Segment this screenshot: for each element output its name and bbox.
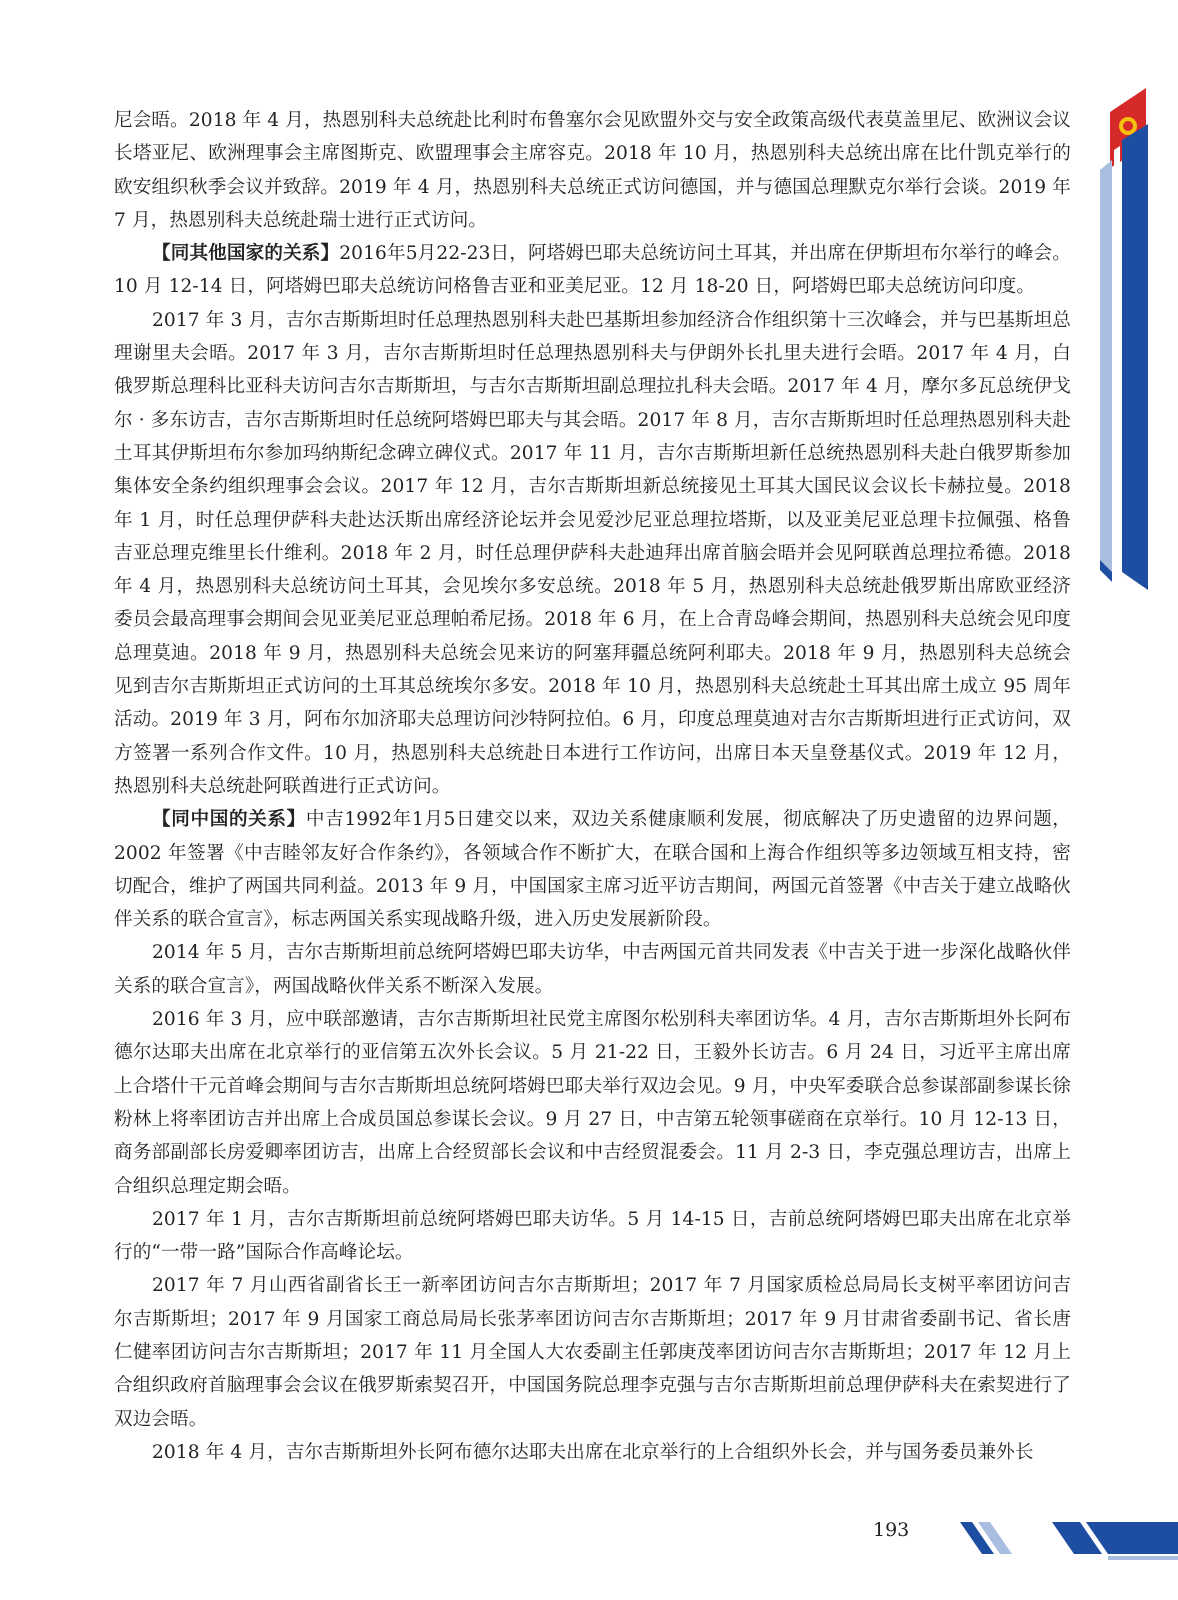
section-heading-china: 【同中国的关系】 (152, 809, 306, 831)
section-heading-other-countries: 【同其他国家的关系】 (152, 243, 340, 265)
paragraph-6: 2016 年 3 月，应中联部邀请，吉尔吉斯斯坦社民党主席图尔松别科夫率团访华。4 月，吉尔吉斯斯坦外长阿布德尔达耶夫出席在北京举行的亚信第五次外长会议。5 月 21-22 日，王毅外长访吉。6 月 24 日，习近平主席出席上合塔什干元首峰会期间与吉尔吉斯斯坦总统阿塔姆巴耶夫举行双边会见。9 月，中央军委联合总参谋部副参谋长徐粉林上将率团访吉并出席上合成员国总参谋长会议。9 月 27 日，中吉第五轮领事磋商在京举行。10 月 12-13 日，商务部副部长房爱卿率团访吉，出席上合经贸部长会议和中吉经贸混委会。11 月 2-3 日，李克强总理访吉，出席上合组织总理定期会晤。 (114, 1009, 1071, 1197)
footer-decoration (960, 1522, 1178, 1600)
paragraph-3: 2017 年 3 月，吉尔吉斯斯坦时任总理热恩别科夫赴巴基斯坦参加经济合作组织第十三次峰会，并与巴基斯坦总理谢里夫会晤。2017 年 3 月，吉尔吉斯斯坦时任总理热恩别科夫与伊朗外长扎里夫进行会晤。2017 年 4 月，白俄罗斯总理科比亚科夫访问吉尔吉斯斯坦，与吉尔吉斯斯坦副总理拉扎科夫会晤。2017 年 4 月，摩尔多瓦总统伊戈尔 · 多东访吉，吉尔吉斯斯坦时任总统阿塔姆巴耶夫与其会晤。2017 年 8 月，吉尔吉斯斯坦时任总理热恩别科夫赴土耳其伊斯坦布尔参加玛纳斯纪念碑立碑仪式。2017 年 11 月，吉尔吉斯斯坦新任总统热恩别科夫赴白俄罗斯参加集体安全条约组织理事会会议。2017 年 12 月，吉尔吉斯斯坦新总统接见土耳其大国民议会议长卡赫拉曼。2018 年 1 月，时任总理伊萨科夫赴达沃斯出席经济论坛并会见爱沙尼亚总理拉塔斯，以及亚美尼亚总理卡拉佩强、格鲁吉亚总理克维里长什维利。2018 年 2 月，时任总理伊萨科夫赴迪拜出席首脑会晤并会见阿联酋总理拉希德。2018 年 4 月，热恩别科夫总统访问土耳其，会见埃尔多安总统。2018 年 5 月，热恩别科夫总统赴俄罗斯出席欧亚经济委员会最高理事会期间会见亚美尼亚总理帕希尼扬。2018 年 6 月，在上合青岛峰会期间，热恩别科夫总统会见印度总理莫迪。2018 年 9 月，热恩别科夫总统会见来访的阿塞拜疆总统阿利耶夫。2018 年 9 月，热恩别科夫总统会见到吉尔吉斯斯坦正式访问的土耳其总统埃尔多安。2018 年 10 月，热恩别科夫总统赴土耳其出席土成立 95 周年活动。2019 年 3 月，阿布尔加济耶夫总理访问沙特阿拉伯。6 月，印度总理莫迪对吉尔吉斯斯坦进行正式访问，双方签署一系列合作文件。10 月，热恩别科夫总统赴日本进行工作访问，出席日本天皇登基仪式。2019 年 12 月，热恩别科夫总统赴阿联酋进行正式访问。 (114, 309, 1071, 797)
paragraph-9: 2018 年 4 月，吉尔吉斯斯坦外长阿布德尔达耶夫出席在北京举行的上合组织外长会，并与国务委员兼外长 (152, 1441, 1034, 1463)
paragraph-4: 【同中国的关系】中吉1992年1月5日建交以来，双边关系健康顺利发展，彻底解决了历史遗留的边界问题，2002 年签署《中吉睦邻友好合作条约》，各领域合作不断扩大，在联合国和上海合作组织等多边领域互相支持，密切配合，维护了两国共同利益。2013 年 9 月，中国国家主席习近平访吉期间，两国元首签署《中吉关于建立战略伙伴关系的联合宣言》，标志两国关系实现战略升级，进入历史发展新阶段。 (114, 809, 1071, 931)
edge-decoration (1098, 0, 1178, 1600)
page-number: 193 (873, 1519, 910, 1541)
paragraph-7: 2017 年 1 月，吉尔吉斯斯坦前总统阿塔姆巴耶夫访华。5 月 14-15 日，吉前总统阿塔姆巴耶夫出席在北京举行的“一带一路”国际合作高峰论坛。 (114, 1208, 1071, 1264)
paragraph-2: 【同其他国家的关系】2016年5月22-23日，阿塔姆巴耶夫总统访问土耳其，并出席在伊斯坦布尔举行的峰会。10 月 12-14 日，阿塔姆巴耶夫总统访问格鲁吉亚和亚美尼亚。12 月 18-20 日，阿塔姆巴耶夫总统访问印度。 (114, 243, 1071, 298)
paragraph-1: 尼会晤。2018 年 4 月，热恩别科夫总统赴比利时布鲁塞尔会见欧盟外交与安全政策高级代表莫盖里尼、欧洲议会议长塔亚尼、欧洲理事会主席图斯克、欧盟理事会主席容克。2018 年 10 月，热恩别科夫总统出席在比什凯克举行的欧安组织秋季会议并致辞。2019 年 4 月，热恩别科夫总统正式访问德国，并与德国总理默克尔举行会谈。2019 年 7 月，热恩别科夫总统赴瑞士进行正式访问。 (114, 110, 1071, 231)
paragraph-8: 2017 年 7 月山西省副省长王一新率团访问吉尔吉斯斯坦；2017 年 7 月国家质检总局局长支树平率团访问吉尔吉斯斯坦；2017 年 9 月国家工商总局局长张茅率团访问吉尔吉斯斯坦；2017 年 9 月甘肃省委副书记、省长唐仁健率团访问吉尔吉斯斯坦；2017 年 11 月全国人大农委副主任郭庚茂率团访问吉尔吉斯斯坦；2017 年 12 月上合组织政府首脑理事会会议在俄罗斯索契召开，中国国务院总理李克强与吉尔吉斯斯坦前总理伊萨科夫在索契进行了双边会晤。 (114, 1275, 1071, 1430)
paragraph-5: 2014 年 5 月，吉尔吉斯斯坦前总统阿塔姆巴耶夫访华，中吉两国元首共同发表《中吉关于进一步深化战略伙伴关系的联合宣言》，两国战略伙伴关系不断深入发展。 (114, 942, 1071, 997)
page-body (114, 104, 1071, 1469)
